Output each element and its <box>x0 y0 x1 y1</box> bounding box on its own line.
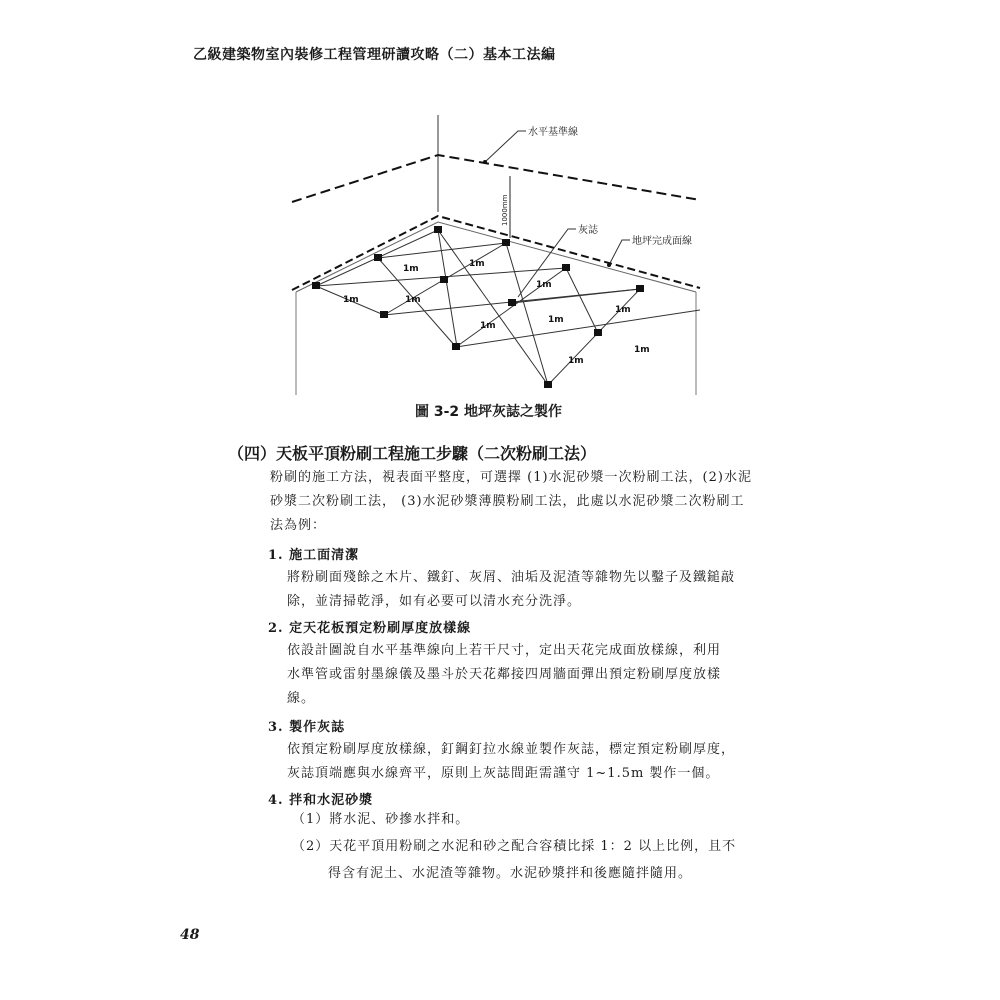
mortar-dot <box>312 282 320 289</box>
step-2-title: 2. 定天花板預定粉刷厚度放樣線 <box>268 621 472 636</box>
step-3-title: 3. 製作灰誌 <box>268 720 346 735</box>
spacing-label: 1m <box>615 305 631 315</box>
mortar-dot <box>544 381 552 388</box>
spacing-label: 1m <box>469 259 485 269</box>
mortar-dot <box>434 226 442 233</box>
sub-line: 得含有泥土、水泥渣等雜物。水泥砂漿拌和後應隨拌隨用。 <box>328 866 693 881</box>
dim-label: 1000mm <box>501 194 509 226</box>
floor-mortar-dot-diagram <box>290 110 710 410</box>
section-title: （四）天板平頂粉刷工程施工步驟（二次粉刷工法） <box>228 444 597 463</box>
mortar-dot <box>594 329 602 336</box>
step-1-body <box>287 566 777 614</box>
intro-paragraph <box>270 466 790 538</box>
step-2-body <box>287 639 777 711</box>
spacing-label: 1m <box>480 321 496 331</box>
spacing-label: 1m <box>403 264 419 274</box>
step-line: 將粉刷面殘餘之木片、鐵釘、灰屑、油垢及泥渣等雜物先以鑿子及鐵鎚敲 <box>287 570 736 585</box>
mortar-dot <box>440 276 448 283</box>
floor-finish-line <box>292 216 700 290</box>
sub-line: 將水泥、砂摻水拌和。 <box>329 812 470 827</box>
step-3-body <box>287 738 777 786</box>
spacing-label: 1m <box>343 295 359 305</box>
step-line: 除，並清掃乾淨，如有必要可以清水充分洗淨。 <box>287 594 582 609</box>
spacing-label: 1m <box>536 280 552 290</box>
spacing-label: 1m <box>405 295 421 305</box>
mortar-dots <box>312 226 644 388</box>
mortar-dot <box>562 264 570 271</box>
page-number: 48 <box>180 927 200 943</box>
floor-finish-label: 地坪完成面線 <box>632 236 692 247</box>
figure-caption: 圖 3-2 地坪灰誌之製作 <box>415 404 563 420</box>
level-line-label: 水平基準線 <box>528 127 578 138</box>
intro-line: 粉刷的施工方法，視表面平整度，可選擇 (1)水泥砂漿一次粉刷工法，(2)水泥 <box>270 470 752 485</box>
step-line: 線。 <box>287 691 316 706</box>
mortar-dot <box>380 311 388 318</box>
spacing-label: 1m <box>568 356 584 366</box>
intro-line: 法為例： <box>270 518 327 533</box>
step-line: 依設計圖說自水平基準線向上若干尺寸，定出天花完成面放樣線，利用 <box>287 643 722 658</box>
step-4-sub-2 <box>292 833 772 887</box>
sub-label: （2） <box>292 839 330 854</box>
sub-label: （1） <box>292 812 330 827</box>
floor-finish-leader <box>609 240 630 265</box>
step-line: 灰誌頂端應與水線齊平，原則上灰誌間距需謹守 1~1.5m 製作一個。 <box>287 766 720 781</box>
step-line: 水準管或雷射墨線儀及墨斗於天花鄰接四周牆面彈出預定粉刷厚度放樣 <box>287 667 722 682</box>
step-1-title: 1. 施工面清潔 <box>268 548 360 563</box>
sub-line: 天花平頂用粉刷之水泥和砂之配合容積比採 1：2 以上比例，且不 <box>329 839 737 854</box>
step-4-title: 4. 拌和水泥砂漿 <box>268 793 374 808</box>
mortar-dot <box>636 285 644 292</box>
intro-line: 砂漿二次粉刷工法， (3)水泥砂漿薄膜粉刷工法，此處以水泥砂漿二次粉刷工 <box>270 494 745 509</box>
mortar-dot <box>452 343 460 350</box>
step-line: 依預定粉刷厚度放樣線，釘鋼釘拉水線並製作灰誌，標定預定粉刷厚度， <box>287 742 736 757</box>
level-datum-line <box>292 155 700 202</box>
mortar-dot <box>508 299 516 306</box>
running-header: 乙級建築物室內裝修工程管理研讀攻略（二）基本工法編 <box>193 47 556 63</box>
mortar-dot-label: 灰誌 <box>578 225 598 236</box>
step-4-sub-1 <box>292 806 772 833</box>
spacing-label: 1m <box>548 315 564 325</box>
level-line-leader <box>485 131 526 162</box>
mortar-dot <box>502 239 510 246</box>
mortar-dot <box>374 254 382 261</box>
spacing-label: 1m <box>634 345 650 355</box>
